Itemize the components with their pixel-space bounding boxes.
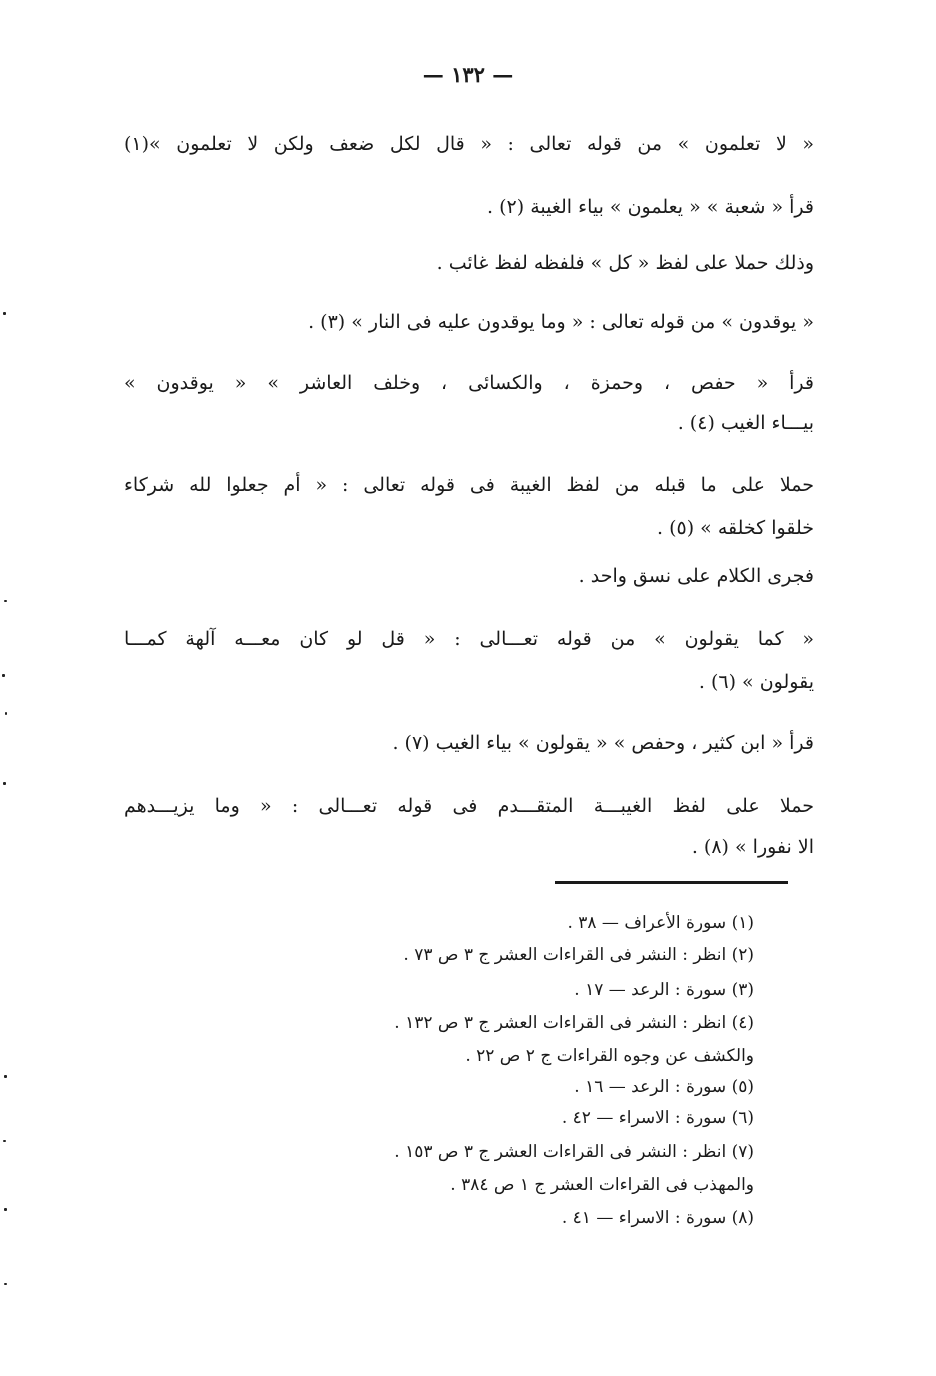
scan-speck [5,712,7,715]
footnote: (٦) سورة : الاسراء — ٤٢ . [561,1108,754,1128]
footnote: (٣) سورة : الرعد — ١٧ . [574,980,754,1000]
footnote: (٨) سورة : الاسراء — ٤١ . [561,1208,754,1228]
scan-speck [2,674,5,677]
footnote: والمهذب فى القراءات العشر ج ١ ص ٣٨٤ . [450,1175,754,1195]
body-line: قرأ « حفص ، وحمزة ، والكسائى ، وخلف العاشر » « يوقدون » [124,372,814,394]
footnote: (٧) انظر : النشر فى القراءات العشر ج ٣ ص ١٥٣ . [394,1142,754,1162]
scan-speck [4,1075,7,1078]
body-line: « كما يقولون » من قوله تعـــالى : « قل لو كان معـــه آلهة كمـــا [124,628,814,650]
body-line: حملا على ما قبله من لفظ الغيبة فى قوله تعالى : « أم جعلوا لله شركاء [124,474,814,496]
page-number: — ١٣٢ — [422,62,514,87]
body-line: حملا على لفظ الغيبـــة المتقـــدم فى قوله تعـــالى : « وما يزيـــدهم [124,795,814,817]
footnote: (٥) سورة : الرعد — ١٦ . [574,1077,754,1097]
body-line: قرأ « شعبة » « يعلمون » بياء الغيبة (٢) . [487,196,814,218]
footnote: والكشف عن وجوه القراءات ج ٢ ص ٢٢ . [465,1046,754,1066]
body-line: خلقوا كخلقه » (٥) . [656,517,814,539]
body-line: بيـــاء الغيب (٤) . [677,412,814,434]
scan-speck [3,312,6,315]
scan-speck [4,600,7,602]
body-line: يقولون » (٦) . [698,671,814,693]
scan-speck [3,1140,6,1142]
footnote-separator [555,881,788,884]
body-line: « يوقدون » من قوله تعالى : « وما يوقدون عليه فى النار » (٣) . [308,311,814,333]
body-line: قرأ « ابن كثير ، وحفص » « يقولون » بياء الغيب (٧) . [392,732,814,754]
body-line: « لا تعلمون » من قوله تعالى : « قال لكل ضعف ولكن لا تعلمون »(١) [124,133,814,155]
footnote: (١) سورة الأعراف — ٣٨ . [567,913,754,933]
scan-speck [4,1208,7,1211]
scan-speck [3,782,6,785]
body-line: وذلك حملا على لفظ « كل » فلفظه لفظ غائب . [436,252,814,274]
footnote: (٢) انظر : النشر فى القراءات العشر ج ٣ ص ٧٣ . [403,945,754,965]
scan-speck [4,1283,7,1285]
body-line: فجرى الكلام على نسق واحد . [578,565,814,587]
footnote: (٤) انظر : النشر فى القراءات العشر ج ٣ ص ١٣٢ . [394,1013,754,1033]
body-line: الا نفورا » (٨) . [691,836,814,858]
